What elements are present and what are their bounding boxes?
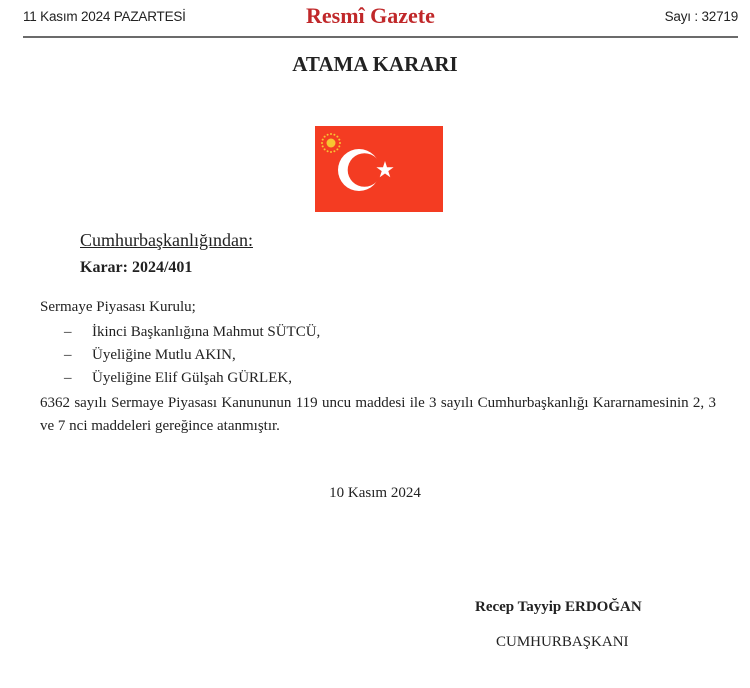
list-item — [64, 367, 320, 390]
issue-date: 11 Kasım 2024 PAZARTESİ — [23, 9, 186, 24]
gazette-header — [23, 0, 738, 38]
appointment-text: Üyeliğine Elif Gülşah GÜRLEK, — [92, 370, 292, 386]
appointment-text: Üyeliğine Mutlu AKIN, — [92, 347, 236, 363]
dash-bullet: – — [64, 347, 72, 363]
publication-title: Resmî Gazete — [306, 3, 435, 28]
institution-intro: Sermaye Piyasası Kurulu; — [40, 299, 196, 315]
signatory-title: CUMHURBAŞKANI — [496, 634, 629, 650]
list-item — [64, 344, 320, 367]
appointment-list — [64, 321, 320, 390]
legal-basis-paragraph: 6362 sayılı Sermaye Piyasası Kanununun 119 uncu maddesi ile 3 sayılı Cumhurbaşkanlığı Kararnamesinin 2, 3 ve 7 nci maddeleri gereğince atanmıştır. — [40, 395, 716, 434]
document-title: ATAMA KARARI — [292, 52, 458, 76]
signatory-name: Recep Tayyip ERDOĞAN — [475, 599, 642, 615]
appointment-text: İkinci Başkanlığına Mahmut SÜTCÜ, — [92, 324, 321, 340]
dash-bullet: – — [64, 370, 72, 386]
decision-date: 10 Kasım 2024 — [329, 485, 421, 501]
issuing-authority: Cumhurbaşkanlığından: — [80, 230, 253, 250]
presidential-flag-icon — [315, 126, 443, 212]
decision-number: Karar: 2024/401 — [80, 259, 193, 276]
list-item — [64, 321, 320, 344]
dash-bullet: – — [64, 324, 72, 340]
issue-number: Sayı : 32719 — [664, 9, 738, 24]
